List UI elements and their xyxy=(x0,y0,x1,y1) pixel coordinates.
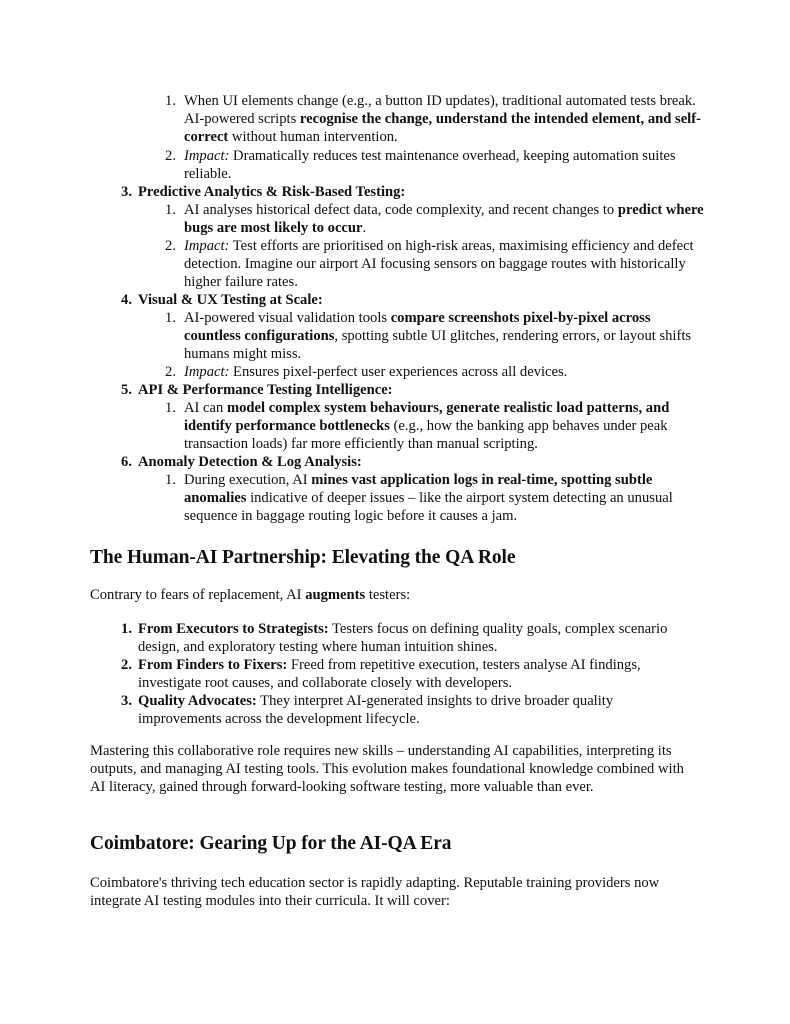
text-run: They interpret AI-generated insights to drive broader quality improvements across the development lifecycle. xyxy=(138,693,614,727)
section-number: 6. xyxy=(121,454,132,470)
list-number: 2. xyxy=(165,238,176,254)
italic-run: Impact: xyxy=(184,364,230,380)
bold-run: recognise the change, understand the intended element, and self-correct xyxy=(184,111,701,145)
section-title: API & Performance Testing Intelligence: xyxy=(138,382,393,398)
list-text xyxy=(184,147,706,183)
list-text xyxy=(184,471,706,525)
bold-run: model complex system behaviours, generate realistic load patterns, and identify performance bottlenecks xyxy=(184,400,670,434)
text-run: Test efforts are prioritised on high-risk areas, maximising efficiency and defect detection. Imagine our airport AI focusing sensors on baggage routes with historically higher failure rates. xyxy=(184,238,694,290)
section-number: 4. xyxy=(121,292,132,308)
section-number: 3. xyxy=(121,184,132,200)
list-number: 2. xyxy=(121,657,132,673)
section-heading: The Human-AI Partnership: Elevating the QA Role xyxy=(90,547,516,568)
list-number: 1. xyxy=(121,621,132,637)
text-run: AI can xyxy=(184,400,227,416)
italic-run: Impact: xyxy=(184,148,230,164)
bold-run: mines vast application logs in real-time, spotting subtle anomalies xyxy=(184,472,653,506)
text-run: Contrary to fears of replacement, AI xyxy=(90,587,306,603)
italic-run: Impact: xyxy=(184,238,230,254)
text-run: Testers focus on defining quality goals, complex scenario design, and exploratory testing where human intuition shines. xyxy=(138,621,668,655)
paragraph: Coimbatore's thriving tech education sector is rapidly adapting. Reputable training providers now integrate AI testing modules into their curricula. It will cover: xyxy=(90,875,660,909)
list-number: 2. xyxy=(165,148,176,164)
text-run: Ensures pixel-perfect user experiences across all devices. xyxy=(229,364,568,380)
list-text xyxy=(184,92,706,146)
text-run: . xyxy=(362,220,367,236)
text-run: indicative of deeper issues – like the airport system detecting an unusual sequence in baggage routing logic before it causes a jam. xyxy=(184,490,673,524)
text-run: Dramatically reduces test maintenance overhead, keeping automation suites reliable. xyxy=(184,148,676,182)
bold-run: Quality Advocates: xyxy=(138,693,257,709)
paragraph xyxy=(90,586,702,604)
bold-run: From Executors to Strategists: xyxy=(138,621,329,637)
list-number: 2. xyxy=(165,364,176,380)
list-number: 1. xyxy=(165,93,176,109)
list-text xyxy=(184,237,706,291)
list-text xyxy=(138,656,678,692)
bold-run: predict where bugs are most likely to occur xyxy=(184,202,704,236)
list-text xyxy=(138,692,668,728)
text-run: without human intervention. xyxy=(228,129,398,145)
list-text xyxy=(184,309,706,363)
list-text xyxy=(184,399,706,453)
section-heading: Coimbatore: Gearing Up for the AI-QA Era xyxy=(90,833,452,854)
paragraph: Mastering this collaborative role requires new skills – understanding AI capabilities, interpreting its outputs, and managing AI testing tools. This evolution makes foundational knowledge combined with AI literacy, gained through forward-looking software testing, more valuable than ever. xyxy=(90,743,684,795)
list-text xyxy=(184,201,706,237)
text-run: Freed from repetitive execution, testers analyse AI findings, investigate root causes, and collaborate closely with developers. xyxy=(138,657,641,691)
text-run: (e.g., how the banking app behaves under peak transaction loads) far more efficiently than manual scripting. xyxy=(184,418,668,452)
text-run: testers: xyxy=(365,587,411,603)
section-title: Predictive Analytics & Risk-Based Testing: xyxy=(138,184,406,200)
text-run: When UI elements change (e.g., a button ID updates), traditional automated tests break. AI-powered scripts xyxy=(184,93,696,127)
section-title: Visual & UX Testing at Scale: xyxy=(138,292,323,308)
text-run: During execution, AI xyxy=(184,472,312,488)
text-run: AI-powered visual validation tools xyxy=(184,310,391,326)
bold-run: From Finders to Fixers: xyxy=(138,657,288,673)
list-number: 3. xyxy=(121,693,132,709)
list-text xyxy=(184,363,706,381)
text-run: , spotting subtle UI glitches, rendering errors, or layout shifts humans might miss. xyxy=(184,328,692,362)
text-run: AI analyses historical defect data, code complexity, and recent changes to xyxy=(184,202,618,218)
section-title: Anomaly Detection & Log Analysis: xyxy=(138,454,362,470)
bold-run: augments xyxy=(305,587,366,603)
list-number: 1. xyxy=(165,400,176,416)
list-text xyxy=(138,620,668,656)
list-number: 1. xyxy=(165,202,176,218)
list-number: 1. xyxy=(165,310,176,326)
section-number: 5. xyxy=(121,382,132,398)
bold-run: compare screenshots pixel-by-pixel across countless configurations xyxy=(184,310,651,344)
list-number: 1. xyxy=(165,472,176,488)
